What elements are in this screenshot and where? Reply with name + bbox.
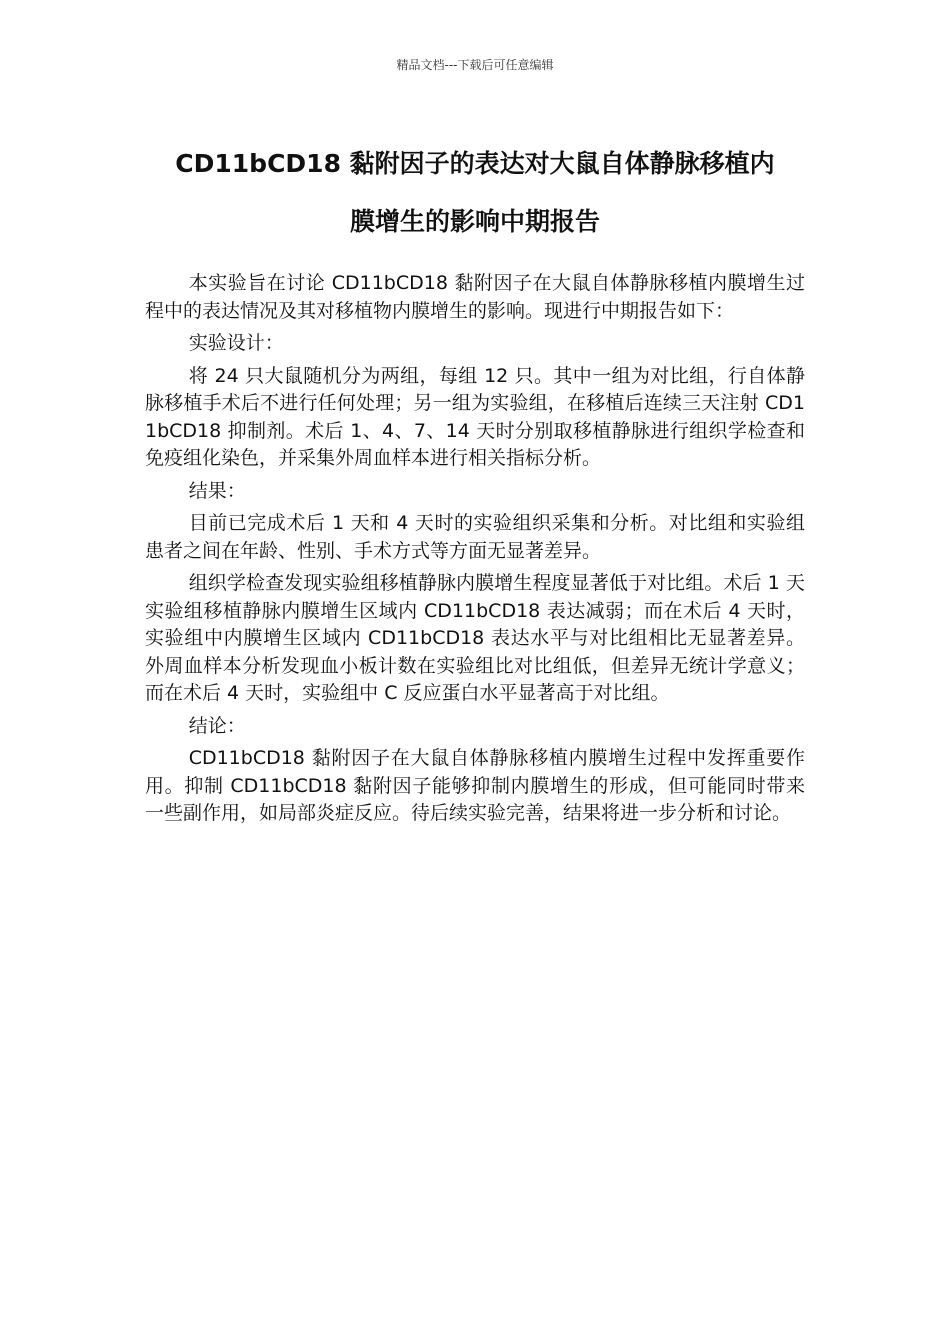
- section-heading-design: 实验设计：: [188, 332, 284, 354]
- title-line-2: 膜增生的影响中期报告: [349, 207, 600, 236]
- section-heading-conclusion: 结论：: [188, 714, 246, 737]
- section-heading-results: 结果：: [188, 479, 246, 502]
- document-title: [135, 135, 815, 251]
- document-body: [145, 270, 805, 833]
- design-paragraph: 将 24 只大鼠随机分为两组，每组 12 只。其中一组为对比组，行自体静脉移植手术后不进行任何处理；另一组为实验组，在移植后连续三天注射 CD11bCD18 抑制剂。术后 1、4、7、14 天时分别取移植静脉进行组织学检查和免疫组化染色，并采集外周血样本进行相关指标分析。: [145, 364, 805, 469]
- title-line-1: CD11bCD18 黏附因子的表达对大鼠自体静脉移植内: [175, 149, 775, 178]
- results-paragraph-1: 目前已完成术后 1 天和 4 天时的实验组织采集和分析。对比组和实验组患者之间在年龄、性别、手术方式等方面无显著差异。: [145, 512, 805, 562]
- intro-paragraph: 本实验旨在讨论 CD11bCD18 黏附因子在大鼠自体静脉移植内膜增生过程中的表达情况及其对移植物内膜增生的影响。现进行中期报告如下：: [145, 272, 805, 322]
- page-header: 精品文档---下载后可任意编辑: [396, 58, 554, 72]
- results-paragraph-2: 组织学检查发现实验组移植静脉内膜增生程度显著低于对比组。术后 1 天实验组移植静脉内膜增生区域内 CD11bCD18 表达减弱；而在术后 4 天时，实验组中内膜增生区域内 CD11bCD18 表达水平与对比组相比无显著差异。外周血样本分析发现血小板计数在实验组比对比组低，但差异无统计学意义；而在术后 4 天时，实验组中 C 反应蛋白水平显著高于对比组。: [145, 572, 805, 704]
- conclusion-paragraph: CD11bCD18 黏附因子在大鼠自体静脉移植内膜增生过程中发挥重要作用。抑制 CD11bCD18 黏附因子能够抑制内膜增生的形成，但可能同时带来一些副作用，如局部炎症反应。待后续实验完善，结果将进一步分析和讨论。: [145, 747, 805, 824]
